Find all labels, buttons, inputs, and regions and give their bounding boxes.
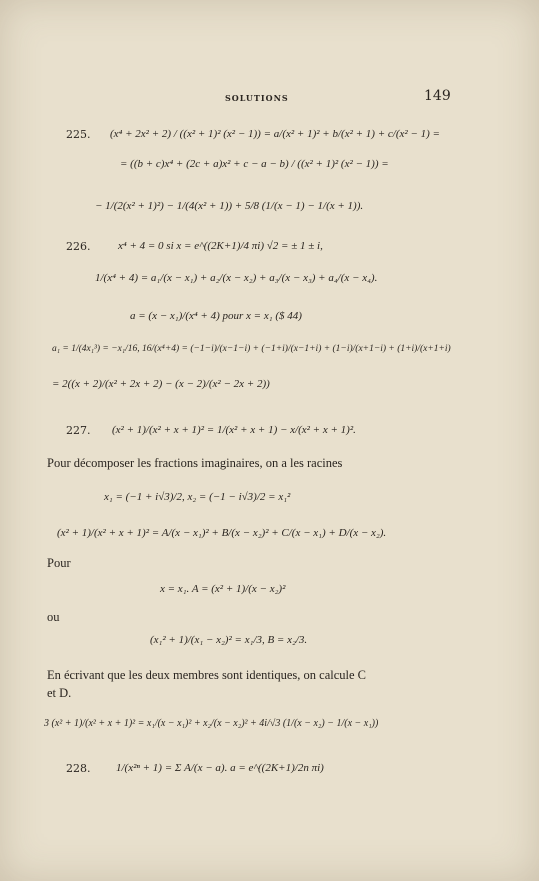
problem-number: 225. xyxy=(66,128,91,141)
equation-line: (x⁴ + 2x² + 2) / ((x² + 1)² (x² − 1)) = a/(x² + 1)² + b/(x² + 1) + c/(x² − 1) = xyxy=(110,128,440,140)
equation-line: (x² + 1)/(x² + x + 1)² = A/(x − x₁)² + B/(x − x₂)² + C/(x − x₁) + D/(x − x₂). xyxy=(57,527,387,539)
equation-line: 3 (x² + 1)/(x² + x + 1)² = x₁/(x − x₁)² + x₂/(x − x₂)² + 4i/√3 (1/(x − x₂) − 1/(x − x₁)) xyxy=(44,718,379,729)
paragraph: En écrivant que les deux membres sont identiques, on calcule C xyxy=(47,668,367,682)
paragraph: Pour xyxy=(47,556,71,570)
paragraph: Pour décomposer les fractions imaginaires, on a les racines xyxy=(47,456,343,470)
equation-line: x⁴ + 4 = 0 si x = e^((2K+1)/4 πi) √2 = ± 1 ± i, xyxy=(118,240,323,252)
paragraph: ou xyxy=(47,610,60,624)
equation-line: 1/(x⁴ + 4) = a₁/(x − x₁) + a₂/(x − x₂) + a₃/(x − x₃) + a₄/(x − x₄). xyxy=(95,272,378,284)
page-number: 149 xyxy=(424,88,451,104)
equation-line: (x₁² + 1)/(x₁ − x₂)² = x₁/3, B = x₂/3. xyxy=(150,634,308,646)
paragraph: et D. xyxy=(47,686,72,700)
equation-line: x = x₁. A = (x² + 1)/(x − x₂)² xyxy=(160,583,286,595)
equation-line: a = (x − x₁)/(x⁴ + 4) pour x = x₁ ($ 44) xyxy=(130,310,302,322)
equation-line: − 1/(2(x² + 1)²) − 1/(4(x² + 1)) + 5/8 (1/(x − 1) − 1/(x + 1)). xyxy=(95,200,364,212)
equation-line: (x² + 1)/(x² + x + 1)² = 1/(x² + x + 1) − x/(x² + x + 1)². xyxy=(112,424,356,436)
problem-number: 228. xyxy=(66,762,91,775)
equation-line: 1/(x²ⁿ + 1) = Σ A/(x − a). a = e^((2K+1)/2n πi) xyxy=(116,762,324,774)
equation-line: = 2((x + 2)/(x² + 2x + 2) − (x − 2)/(x² − 2x + 2)) xyxy=(52,378,270,390)
problem-number: 227. xyxy=(66,424,91,437)
running-header: SOLUTIONS xyxy=(225,93,289,103)
problem-number: 226. xyxy=(66,240,91,253)
equation-line: x₁ = (−1 + i√3)/2, x₂ = (−1 − i√3)/2 = x₁² xyxy=(104,491,291,503)
equation-line: = ((b + c)x⁴ + (2c + a)x² + c − a − b) / ((x² + 1)² (x² − 1)) = xyxy=(120,158,389,170)
equation-line: a₁ = 1/(4x₁³) = −x₁/16, 16/(x⁴+4) = (−1−i)/(x−1−i) + (−1+i)/(x−1+i) + (1−i)/(x+1−i) + (1+i)/(x+1+i) xyxy=(52,344,451,354)
